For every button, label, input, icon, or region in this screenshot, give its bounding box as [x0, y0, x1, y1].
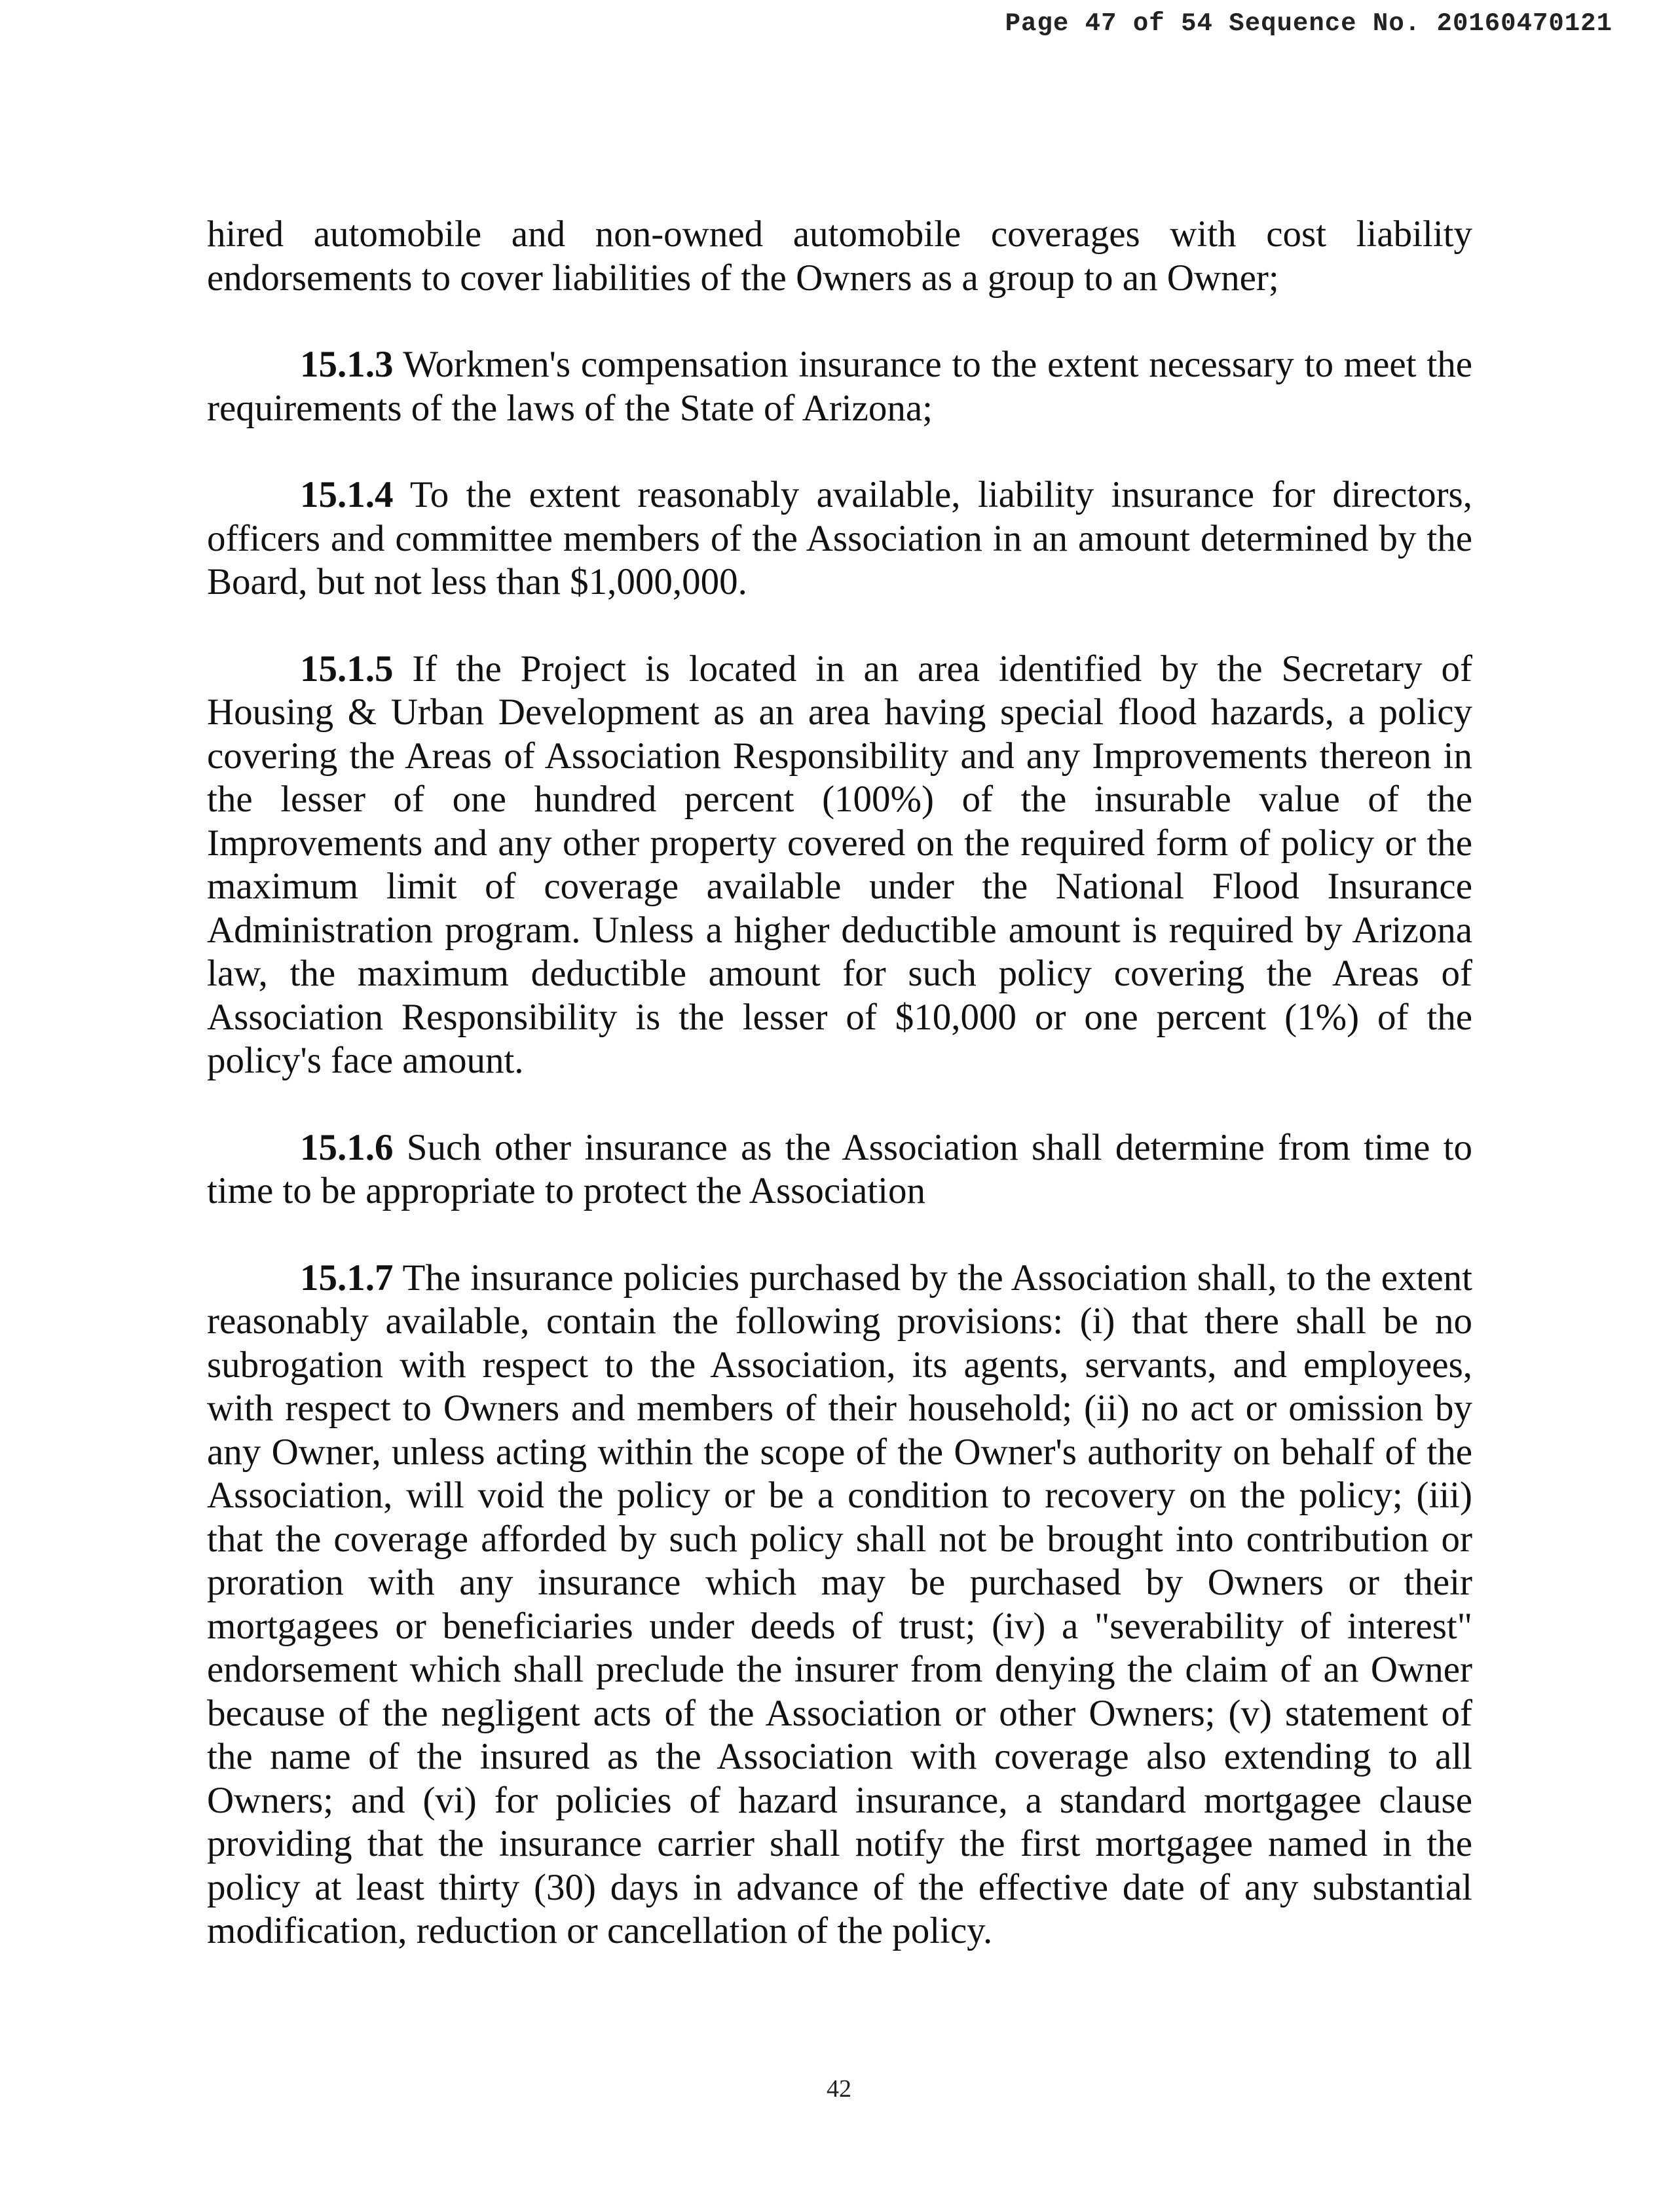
- section-text: Such other insurance as the Association shall determine from time to time to be appropriate to protect the Association: [207, 1126, 1472, 1211]
- section-text: To the extent reasonably available, liability insurance for directors, officers and committee members of the Association in an amount determined by the Board, but not less than $1,000,000.: [207, 474, 1472, 602]
- section-text: If the Project is located in an area identified by the Secretary of Housing & Urban Development as an area having special flood hazards, a policy covering the Areas of Association Responsibility and any Improvements thereon in the lesser of one hundred percent (100%) of the insurable value of the Improvements and any other property covered on the required form of policy or the maximum limit of coverage available under the National Flood Insurance Administration program. Unless a higher deductible amount is required by Arizona law, the maximum deductible amount for such policy covering the Areas of Association Responsibility is the lesser of $10,000 or one percent (1%) of the policy's face amount.: [207, 648, 1472, 1081]
- document-body: [207, 213, 1472, 1953]
- section-number: 15.1.3: [300, 344, 394, 385]
- section-15-1-3: [207, 343, 1472, 430]
- continuation-paragraph: hired automobile and non-owned automobile coverages with cost liability endorsements to cover liabilities of the Owners as a group to an Owner;: [207, 213, 1472, 299]
- section-15-1-4: [207, 473, 1472, 604]
- section-number: 15.1.6: [300, 1126, 394, 1168]
- section-number: 15.1.5: [300, 648, 394, 690]
- page-sequence-header: Page 47 of 54 Sequence No. 20160470121: [1005, 9, 1613, 38]
- section-15-1-7: [207, 1257, 1472, 1953]
- section-15-1-5: [207, 648, 1472, 1083]
- section-number: 15.1.7: [300, 1257, 394, 1299]
- section-15-1-6: [207, 1126, 1472, 1213]
- section-text: The insurance policies purchased by the Association shall, to the extent reasonably available, contain the following provisions: (i) that there shall be no subrogation with respect to the Association, its agents, servants, and employees, with respect to Owners and members of their household; (ii) no act or omission by any Owner, unless acting within the scope of the Owner's authority on behalf of the Association, will void the policy or be a condition to recovery on the policy; (iii) that the coverage afforded by such policy shall not be brought into contribution or proration with any insurance which may be purchased by Owners or their mortgagees or beneficiaries under deeds of trust; (iv) a "severability of interest" endorsement which shall preclude the insurer from denying the claim of an Owner because of the negligent acts of the Association or other Owners; (v) statement of the name of the insured as the Association with coverage also extending to all Owners; and (vi) for policies of hazard insurance, a standard mortgagee clause providing that the insurance carrier shall notify the first mortgagee named in the policy at least thirty (30) days in advance of the effective date of any substantial modification, reduction or cancellation of the policy.: [207, 1257, 1472, 1951]
- section-number: 15.1.4: [300, 474, 394, 515]
- section-text: Workmen's compensation insurance to the extent necessary to meet the requirements of the laws of the State of Arizona;: [207, 344, 1472, 429]
- page-number: 42: [827, 2075, 851, 2103]
